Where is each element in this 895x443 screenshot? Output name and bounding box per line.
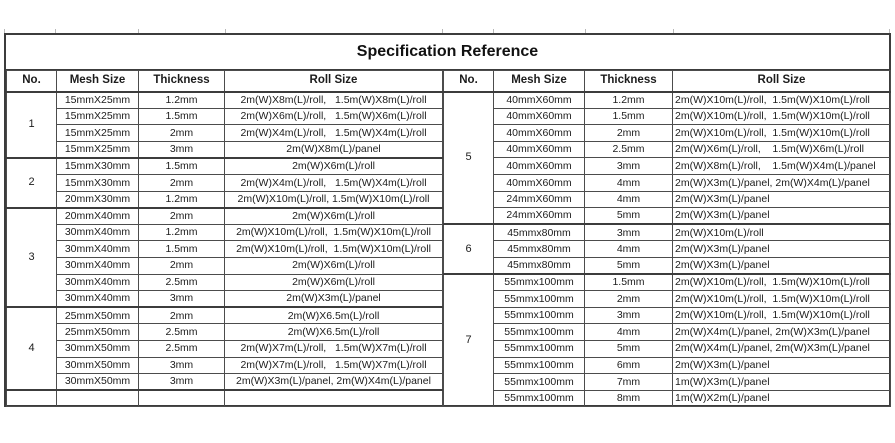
table-row (444, 340, 891, 357)
mesh-size-cell: 30mmX40mm (57, 241, 139, 258)
table-row (444, 92, 891, 109)
header-no: No. (7, 71, 57, 92)
roll-size-cell: 2m(W)X6m(L)/roll, 1.5m(W)X6m(L)/roll (673, 141, 891, 158)
table-row (7, 307, 443, 324)
table-row (7, 208, 443, 225)
roll-size-cell: 2m(W)X3m(L)/panel (673, 208, 891, 225)
group-number-cell: 5 (444, 92, 494, 225)
roll-size-cell: 2m(W)X10m(L)/roll, 1.5m(W)X10m(L)/roll (673, 307, 891, 324)
mesh-size-cell: 20mmX40mm (57, 208, 139, 225)
header-roll-size: Roll Size (673, 71, 891, 92)
mesh-size-cell: 30mmX40mm (57, 257, 139, 274)
roll-size-cell: 2m(W)X6m(L)/roll (225, 158, 443, 175)
header-mesh-size: Mesh Size (494, 71, 585, 92)
table-row (444, 241, 891, 258)
thickness-cell: 3mm (139, 141, 225, 158)
roll-size-cell: 2m(W)X6m(L)/roll, 1.5m(W)X6m(L)/roll (225, 108, 443, 125)
roll-size-cell: 2m(W)X10m(L)/roll, 1.5m(W)X10m(L)/roll (673, 274, 891, 291)
thickness-cell: 2.5mm (139, 324, 225, 341)
table-row (7, 92, 443, 109)
mesh-size-cell: 15mmX25mm (57, 108, 139, 125)
thickness-cell: 2mm (139, 125, 225, 142)
mesh-size-cell: 40mmX60mm (494, 108, 585, 125)
roll-size-cell: 1m(W)X2m(L)/panel (673, 390, 891, 407)
group-number-cell: 2 (7, 158, 57, 208)
thickness-cell: 1.2mm (139, 224, 225, 241)
thickness-cell: 4mm (585, 241, 673, 258)
roll-size-cell: 2m(W)X8m(L)/roll, 1.5m(W)X8m(L)/roll (225, 92, 443, 109)
table-row (444, 291, 891, 308)
table-row (444, 257, 891, 274)
thickness-cell: 3mm (139, 374, 225, 391)
mesh-size-cell: 30mmX40mm (57, 224, 139, 241)
roll-size-cell: 2m(W)X7m(L)/roll, 1.5m(W)X7m(L)/roll (225, 357, 443, 374)
roll-size-cell: 2m(W)X3m(L)/panel, 2m(W)X4m(L)/panel (225, 374, 443, 391)
mesh-size-cell: 30mmX50mm (57, 357, 139, 374)
thickness-cell: 2mm (139, 307, 225, 324)
mesh-size-cell: 15mmX25mm (57, 141, 139, 158)
table-row (444, 274, 891, 291)
tables-container (6, 70, 889, 407)
thickness-cell: 2.5mm (585, 141, 673, 158)
table-row (7, 224, 443, 241)
mesh-size-cell: 25mmX50mm (57, 324, 139, 341)
roll-size-cell: 2m(W)X10m(L)/roll, 1.5m(W)X10m(L)/roll (225, 241, 443, 258)
table-title: Specification Reference (6, 35, 889, 70)
header-mesh-size: Mesh Size (57, 71, 139, 92)
mesh-size-cell: 40mmX60mm (494, 125, 585, 142)
thickness-cell: 3mm (139, 357, 225, 374)
thickness-cell: 2.5mm (139, 340, 225, 357)
roll-size-cell: 2m(W)X4m(L)/roll, 1.5m(W)X4m(L)/roll (225, 174, 443, 191)
thickness-cell: 7mm (585, 374, 673, 391)
mesh-size-cell: 30mmX50mm (57, 340, 139, 357)
thickness-cell: 1.2mm (585, 92, 673, 109)
mesh-size-cell: 24mmX60mm (494, 191, 585, 208)
thickness-cell: 3mm (585, 158, 673, 175)
mesh-size-cell: 15mmX30mm (57, 174, 139, 191)
thickness-cell (139, 390, 225, 407)
roll-size-cell: 2m(W)X6.5m(L)/roll (225, 324, 443, 341)
roll-size-cell: 2m(W)X3m(L)/panel, 2m(W)X4m(L)/panel (673, 174, 891, 191)
thickness-cell: 5mm (585, 257, 673, 274)
table-row (7, 241, 443, 258)
mesh-size-cell: 45mmx80mm (494, 257, 585, 274)
roll-size-cell: 2m(W)X6.5m(L)/roll (225, 307, 443, 324)
mesh-size-cell: 30mmX40mm (57, 291, 139, 308)
table-row (444, 108, 891, 125)
table-row (7, 257, 443, 274)
group-number-cell: 1 (7, 92, 57, 158)
thickness-cell: 4mm (585, 324, 673, 341)
mesh-size-cell: 55mmx100mm (494, 374, 585, 391)
table-row (7, 125, 443, 142)
header-row (444, 71, 891, 92)
table-row (444, 390, 891, 407)
mesh-size-cell: 55mmx100mm (494, 291, 585, 308)
roll-size-cell: 2m(W)X10m(L)/roll, 1.5m(W)X10m(L)/roll (225, 191, 443, 208)
roll-size-cell: 2m(W)X4m(L)/roll, 1.5m(W)X4m(L)/roll (225, 125, 443, 142)
mesh-size-cell: 55mmx100mm (494, 340, 585, 357)
mesh-size-cell: 15mmX25mm (57, 125, 139, 142)
roll-size-cell: 2m(W)X10m(L)/roll, 1.5m(W)X10m(L)/roll (673, 92, 891, 109)
group-number-cell: 3 (7, 208, 57, 308)
thickness-cell: 3mm (585, 307, 673, 324)
spec-table-left (6, 70, 443, 407)
header-no: No. (444, 71, 494, 92)
table-row (444, 357, 891, 374)
thickness-cell: 4mm (585, 174, 673, 191)
specification-table (4, 33, 891, 407)
mesh-size-cell: 55mmx100mm (494, 390, 585, 407)
roll-size-cell: 2m(W)X6m(L)/roll (225, 257, 443, 274)
roll-size-cell: 2m(W)X3m(L)/panel (673, 241, 891, 258)
spec-table-right (443, 70, 891, 407)
table-row (444, 125, 891, 142)
thickness-cell: 1.5mm (139, 108, 225, 125)
roll-size-cell (225, 390, 443, 407)
roll-size-cell: 2m(W)X10m(L)/roll, 1.5m(W)X10m(L)/roll (673, 108, 891, 125)
table-row (7, 158, 443, 175)
thickness-cell: 1.5mm (585, 274, 673, 291)
mesh-size-cell: 15mmX30mm (57, 158, 139, 175)
mesh-size-cell: 25mmX50mm (57, 307, 139, 324)
header-thickness: Thickness (585, 71, 673, 92)
table-row (7, 324, 443, 341)
thickness-cell: 2.5mm (139, 274, 225, 291)
roll-size-cell: 2m(W)X6m(L)/roll (225, 208, 443, 225)
roll-size-cell: 1m(W)X3m(L)/panel (673, 374, 891, 391)
header-row (7, 71, 443, 92)
mesh-size-cell: 40mmX60mm (494, 92, 585, 109)
table-row (444, 224, 891, 241)
table-row (7, 108, 443, 125)
thickness-cell: 2mm (139, 174, 225, 191)
thickness-cell: 1.2mm (139, 191, 225, 208)
thickness-cell: 1.5mm (585, 108, 673, 125)
thickness-cell: 2mm (585, 125, 673, 142)
thickness-cell: 8mm (585, 390, 673, 407)
thickness-cell: 3mm (139, 291, 225, 308)
roll-size-cell: 2m(W)X3m(L)/panel (673, 357, 891, 374)
table-row (7, 390, 443, 407)
roll-size-cell: 2m(W)X10m(L)/roll (673, 224, 891, 241)
thickness-cell: 1.2mm (139, 92, 225, 109)
roll-size-cell: 2m(W)X10m(L)/roll, 1.5m(W)X10m(L)/roll (673, 125, 891, 142)
table-row (7, 374, 443, 391)
thickness-cell: 3mm (585, 224, 673, 241)
table-row (7, 291, 443, 308)
roll-size-cell: 2m(W)X10m(L)/roll, 1.5m(W)X10m(L)/roll (225, 224, 443, 241)
thickness-cell: 1.5mm (139, 158, 225, 175)
table-row (444, 374, 891, 391)
group-number-cell: 7 (444, 274, 494, 407)
roll-size-cell: 2m(W)X8m(L)/roll, 1.5m(W)X4m(L)/panel (673, 158, 891, 175)
roll-size-cell: 2m(W)X8m(L)/panel (225, 141, 443, 158)
mesh-size-cell: 24mmX60mm (494, 208, 585, 225)
mesh-size-cell: 40mmX60mm (494, 174, 585, 191)
table-row (7, 357, 443, 374)
roll-size-cell: 2m(W)X3m(L)/panel (225, 291, 443, 308)
table-row (7, 340, 443, 357)
table-row (444, 174, 891, 191)
roll-size-cell: 2m(W)X6m(L)/roll (225, 274, 443, 291)
thickness-cell: 2mm (585, 291, 673, 308)
roll-size-cell: 2m(W)X4m(L)/panel, 2m(W)X3m(L)/panel (673, 324, 891, 341)
group-number-cell: 6 (444, 224, 494, 274)
thickness-cell: 2mm (139, 257, 225, 274)
roll-size-cell: 2m(W)X4m(L)/panel, 2m(W)X3m(L)/panel (673, 340, 891, 357)
roll-size-cell: 2m(W)X3m(L)/panel (673, 257, 891, 274)
mesh-size-cell: 45mmx80mm (494, 241, 585, 258)
group-number-cell: 4 (7, 307, 57, 390)
roll-size-cell: 2m(W)X3m(L)/panel (673, 191, 891, 208)
mesh-size-cell: 30mmX40mm (57, 274, 139, 291)
group-number-cell (7, 390, 57, 407)
thickness-cell: 2mm (139, 208, 225, 225)
roll-size-cell: 2m(W)X7m(L)/roll, 1.5m(W)X7m(L)/roll (225, 340, 443, 357)
header-roll-size: Roll Size (225, 71, 443, 92)
thickness-cell: 1.5mm (139, 241, 225, 258)
mesh-size-cell: 55mmx100mm (494, 357, 585, 374)
mesh-size-cell: 55mmx100mm (494, 307, 585, 324)
table-row (444, 208, 891, 225)
mesh-size-cell: 40mmX60mm (494, 158, 585, 175)
table-row (444, 141, 891, 158)
table-row (7, 191, 443, 208)
table-row (444, 324, 891, 341)
table-row (444, 307, 891, 324)
mesh-size-cell: 45mmx80mm (494, 224, 585, 241)
mesh-size-cell (57, 390, 139, 407)
table-row (444, 191, 891, 208)
table-row (444, 158, 891, 175)
thickness-cell: 6mm (585, 357, 673, 374)
table-row (7, 174, 443, 191)
thickness-cell: 4mm (585, 191, 673, 208)
thickness-cell: 5mm (585, 208, 673, 225)
mesh-size-cell: 55mmx100mm (494, 324, 585, 341)
mesh-size-cell: 20mmX30mm (57, 191, 139, 208)
mesh-size-cell: 15mmX25mm (57, 92, 139, 109)
mesh-size-cell: 40mmX60mm (494, 141, 585, 158)
table-row (7, 274, 443, 291)
thickness-cell: 5mm (585, 340, 673, 357)
roll-size-cell: 2m(W)X10m(L)/roll, 1.5m(W)X10m(L)/roll (673, 291, 891, 308)
table-row (7, 141, 443, 158)
header-thickness: Thickness (139, 71, 225, 92)
mesh-size-cell: 30mmX50mm (57, 374, 139, 391)
mesh-size-cell: 55mmx100mm (494, 274, 585, 291)
